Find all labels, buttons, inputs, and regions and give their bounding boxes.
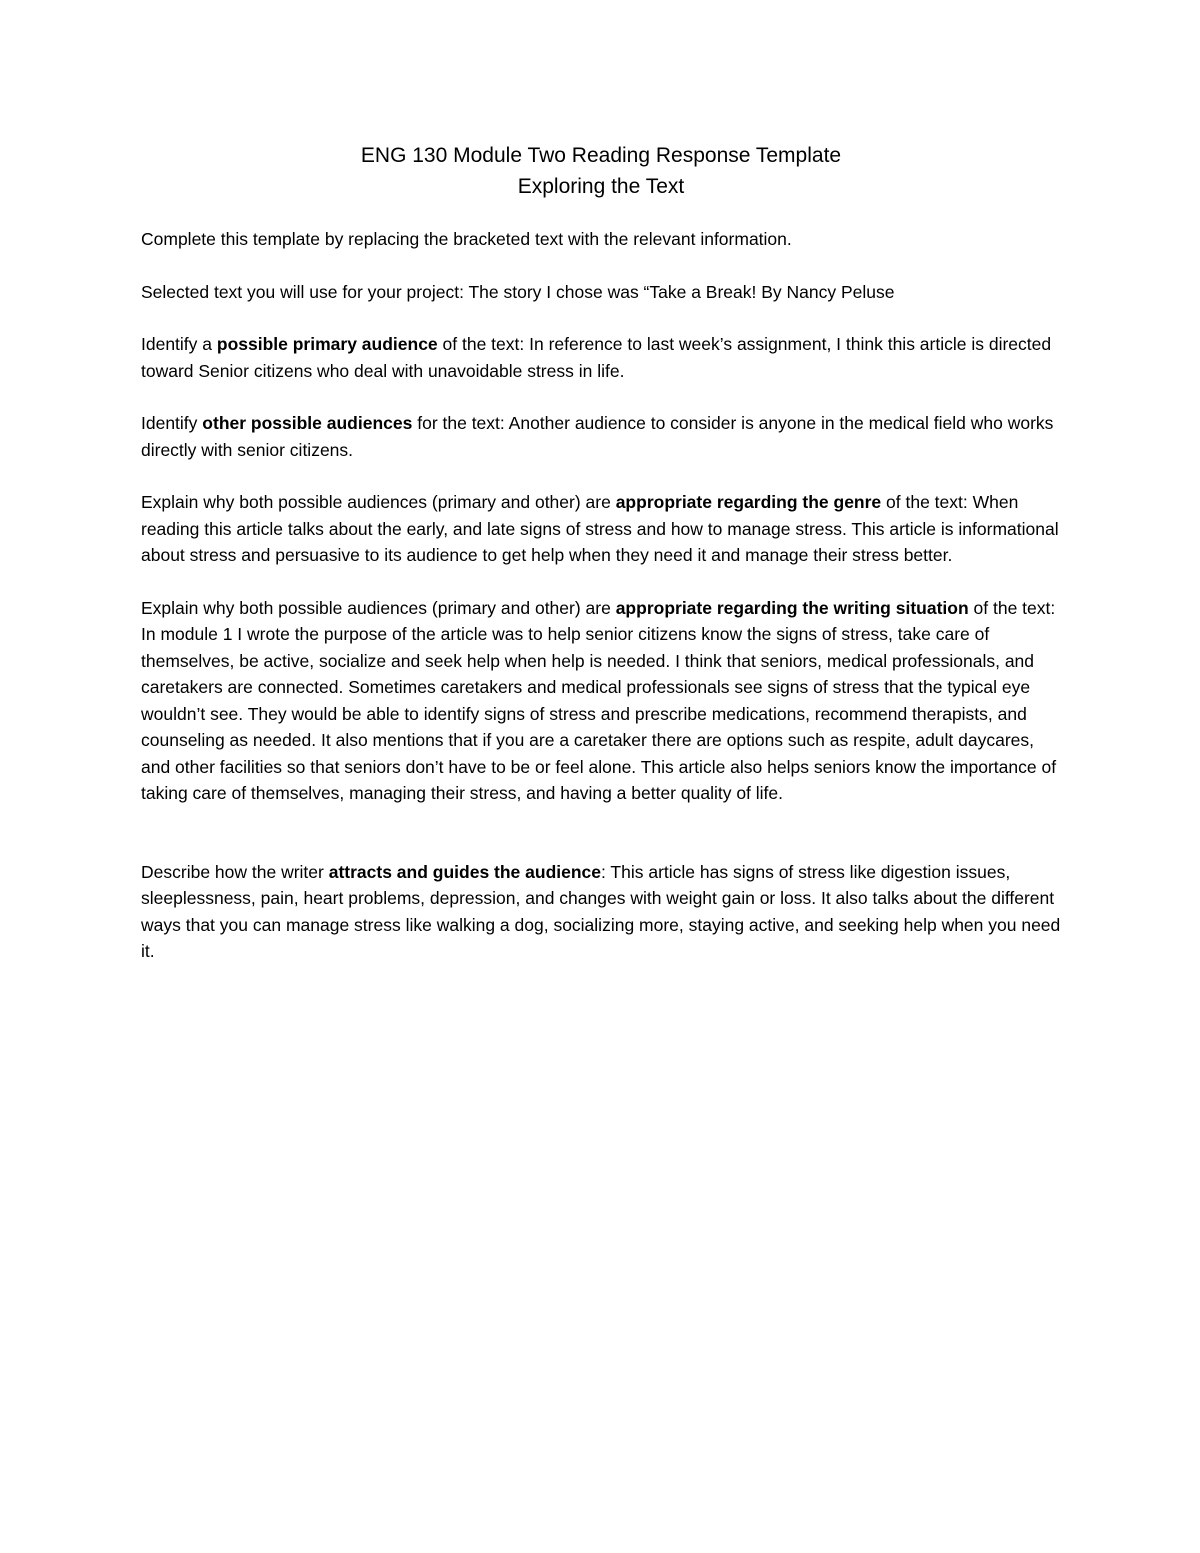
selected-text-paragraph [141, 279, 1061, 306]
attracts-guides-emphasis: attracts and guides the audience [328, 861, 602, 882]
attracts-guides-prefix: Describe how the writer [141, 861, 329, 882]
writing-situation-answer: In module 1 I wrote the purpose of the article was to help senior citizens know the signs of stress, take care of themselves, be active, socialize and seek help when help is needed. I think that seniors, medical professionals, and caretakers are connected. Sometimes caretakers and medical professionals see signs of stress that the typical eye wouldn’t see. They would be able to identify signs of stress and prescribe medications, recommend therapists, and counseling as needed. It also mentions that if you are a caretaker there are options such as respite, adult daycares, and other facilities so that seniors don’t have to be or feel alone. This article also helps seniors know the importance of taking care of themselves, managing their stress, and having a better quality of life. [141, 624, 1057, 803]
primary-audience-answer: In reference to last week’s assignment, I think this article is directed toward Senior citizens who deal with unavoidable stress in life. [141, 334, 1052, 381]
attracts-guides-paragraph [141, 859, 1061, 965]
document-title: ENG 130 Module Two Reading Response Template [360, 144, 842, 167]
writing-situation-prefix: Explain why both possible audiences (primary and other) are [141, 597, 616, 618]
writing-situation-paragraph [141, 595, 1061, 807]
primary-audience-emphasis: possible primary audience [216, 334, 438, 354]
document-subtitle: Exploring the Text [517, 175, 685, 198]
primary-audience-prefix: Identify a [141, 334, 217, 354]
attracts-guides-answer: This article has signs of stress like digestion issues, sleeplessness, pain, heart problems, depression, and changes with weight gain or loss. It also talks about the different ways that you can manage stress like walking a dog, socializing more, staying active, and seeking help when you need it. [141, 861, 1061, 961]
selected-text-answer: The story I chose was “Take a Break! By Nancy Peluse [463, 281, 895, 302]
genre-prefix: Explain why both possible audiences (primary and other) are [141, 492, 616, 512]
other-audiences-prefix: Identify [141, 413, 203, 433]
document-page [141, 140, 1061, 991]
other-audiences-answer: Another audience to consider is anyone in the medical field who works directly with senior citizens. [141, 413, 1054, 460]
genre-emphasis: appropriate regarding the genre [615, 492, 882, 512]
genre-paragraph [141, 489, 1061, 569]
attracts-guides-suffix: : [601, 861, 606, 882]
selected-text-label: Selected text you will use for your project: [141, 281, 464, 302]
other-audiences-emphasis: other possible audiences [202, 413, 413, 433]
genre-answer: When reading this article talks about the early, and late signs of stress and how to manage stress. This article is informational about stress and persuasive to its audience to get help when they need it and manage their stress better. [141, 492, 1059, 565]
writing-situation-suffix: of the text: [968, 597, 1056, 618]
primary-audience-paragraph [141, 331, 1061, 384]
genre-suffix: of the text: [881, 492, 968, 512]
primary-audience-suffix: of the text: [437, 334, 525, 354]
title-block [141, 140, 1061, 202]
other-audiences-suffix: for the text: [412, 413, 505, 433]
other-audiences-paragraph [141, 410, 1061, 463]
instructions-paragraph: Complete this template by replacing the bracketed text with the relevant information. [141, 229, 792, 249]
writing-situation-emphasis: appropriate regarding the writing situation [615, 597, 969, 618]
